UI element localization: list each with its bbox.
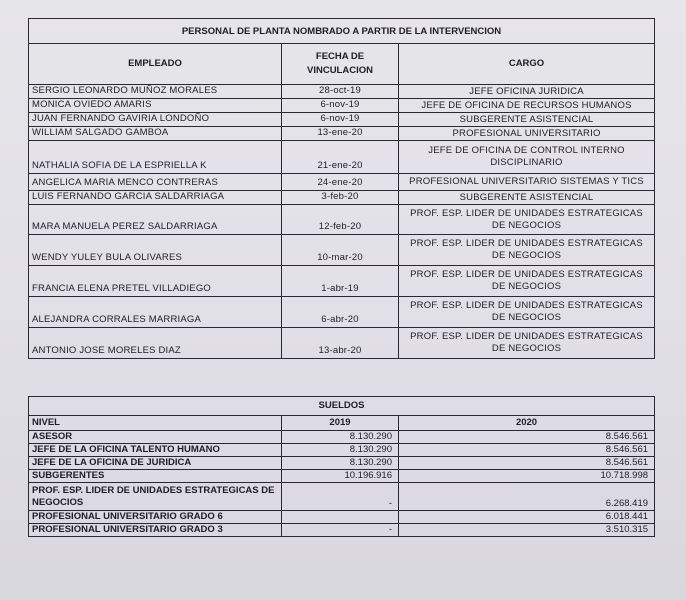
personal-table-row	[29, 113, 655, 127]
header-cargo: CARGO	[399, 44, 655, 85]
cell-nivel: PROFESIONAL UNIVERSITARIO GRADO 6	[29, 511, 282, 524]
cell-sueldo-2019: 10.196.916	[282, 470, 399, 483]
cell-fecha: 13-ene-20	[282, 127, 399, 141]
personal-table-row	[29, 127, 655, 141]
cell-cargo: PROFESIONAL UNIVERSITARIO	[399, 127, 655, 141]
cell-fecha: 24-ene-20	[282, 174, 399, 191]
cell-nivel: PROFESIONAL UNIVERSITARIO GRADO 3	[29, 524, 282, 537]
sueldos-table-row	[29, 431, 655, 444]
cell-cargo: JEFE DE OFICINA DE CONTROL INTERNO DISCIPLINARIO	[399, 141, 655, 174]
personal-table-title: PERSONAL DE PLANTA NOMBRADO A PARTIR DE LA INTERVENCION	[29, 19, 655, 44]
cell-sueldo-2020: 3.510.315	[399, 524, 655, 537]
cell-fecha: 3-feb-20	[282, 191, 399, 205]
cell-sueldo-2020: 8.546.561	[399, 431, 655, 444]
cell-nivel: SUBGERENTES	[29, 470, 282, 483]
cell-nivel: JEFE DE LA OFICINA TALENTO HUMANO	[29, 444, 282, 457]
cell-nivel: ASESOR	[29, 431, 282, 444]
cell-cargo: PROF. ESP. LIDER DE UNIDADES ESTRATEGICAS DE NEGOCIOS	[399, 266, 655, 297]
header-empleado: EMPLEADO	[29, 44, 282, 85]
sueldos-table-row	[29, 524, 655, 537]
cell-cargo: PROF. ESP. LIDER DE UNIDADES ESTRATEGICAS DE NEGOCIOS	[399, 328, 655, 359]
personal-table-row	[29, 328, 655, 359]
cell-sueldo-2019: 8.130.290	[282, 431, 399, 444]
cell-fecha: 6-nov-19	[282, 99, 399, 113]
personal-table-row	[29, 85, 655, 99]
cell-cargo: PROFESIONAL UNIVERSITARIO SISTEMAS Y TICS	[399, 174, 655, 191]
personal-table-row	[29, 141, 655, 174]
personal-table-row	[29, 191, 655, 205]
cell-sueldo-2019: -	[282, 524, 399, 537]
cell-cargo: JEFE DE OFICINA DE RECURSOS HUMANOS	[399, 99, 655, 113]
header-2019: 2019	[282, 416, 399, 431]
sueldos-table-row	[29, 457, 655, 470]
sueldos-table-row	[29, 483, 655, 511]
cell-fecha: 13-abr-20	[282, 328, 399, 359]
cell-cargo: JEFE OFICINA JURIDICA	[399, 85, 655, 99]
cell-sueldo-2019	[282, 511, 399, 524]
cell-empleado: ANTONIO JOSE MORELES DIAZ	[29, 328, 282, 359]
cell-sueldo-2020: 8.546.561	[399, 457, 655, 470]
cell-fecha: 21-ene-20	[282, 141, 399, 174]
cell-empleado: MONICA OVIEDO AMARIS	[29, 99, 282, 113]
cell-sueldo-2020: 10.718.998	[399, 470, 655, 483]
header-fecha-vinculacion: FECHA DE VINCULACION	[282, 44, 399, 85]
personal-table-row	[29, 99, 655, 113]
cell-empleado: MARA MANUELA PEREZ SALDARRIAGA	[29, 205, 282, 235]
cell-sueldo-2020: 6.018.441	[399, 511, 655, 524]
sueldos-table	[28, 396, 655, 537]
sueldos-table-row	[29, 470, 655, 483]
cell-fecha: 12-feb-20	[282, 205, 399, 235]
personal-table-row	[29, 297, 655, 328]
cell-empleado: JUAN FERNANDO GAVIRIA LONDOÑO	[29, 113, 282, 127]
cell-fecha: 6-nov-19	[282, 113, 399, 127]
personal-table-row	[29, 174, 655, 191]
sueldos-table-row	[29, 511, 655, 524]
cell-fecha: 1-abr-19	[282, 266, 399, 297]
cell-empleado: NATHALIA SOFIA DE LA ESPRIELLA K	[29, 141, 282, 174]
cell-cargo: SUBGERENTE ASISTENCIAL	[399, 191, 655, 205]
cell-fecha: 28-oct-19	[282, 85, 399, 99]
header-nivel: NIVEL	[29, 416, 282, 431]
cell-sueldo-2019: 8.130.290	[282, 457, 399, 470]
cell-cargo: SUBGERENTE ASISTENCIAL	[399, 113, 655, 127]
personal-table-row	[29, 266, 655, 297]
cell-fecha: 10-mar-20	[282, 235, 399, 266]
personal-table-row	[29, 205, 655, 235]
cell-cargo: PROF. ESP. LIDER DE UNIDADES ESTRATEGICAS DE NEGOCIOS	[399, 297, 655, 328]
header-2020: 2020	[399, 416, 655, 431]
sueldos-table-title: SUELDOS	[29, 397, 655, 416]
cell-sueldo-2020: 6.268.419	[399, 483, 655, 511]
cell-empleado: SERGIO LEONARDO MUÑOZ MORALES	[29, 85, 282, 99]
cell-empleado: FRANCIA ELENA PRETEL VILLADIEGO	[29, 266, 282, 297]
cell-cargo: PROF. ESP. LIDER DE UNIDADES ESTRATEGICAS DE NEGOCIOS	[399, 205, 655, 235]
cell-empleado: ALEJANDRA CORRALES MARRIAGA	[29, 297, 282, 328]
cell-sueldo-2019: -	[282, 483, 399, 511]
cell-nivel: JEFE DE LA OFICINA DE JURIDICA	[29, 457, 282, 470]
cell-sueldo-2020: 8.546.561	[399, 444, 655, 457]
personal-table-row	[29, 235, 655, 266]
cell-fecha: 6-abr-20	[282, 297, 399, 328]
cell-cargo: PROF. ESP. LIDER DE UNIDADES ESTRATEGICAS DE NEGOCIOS	[399, 235, 655, 266]
cell-empleado: LUIS FERNANDO GARCIA SALDARRIAGA	[29, 191, 282, 205]
cell-empleado: WILLIAM SALGADO GAMBOA	[29, 127, 282, 141]
sueldos-table-row	[29, 444, 655, 457]
cell-sueldo-2019: 8.130.290	[282, 444, 399, 457]
cell-empleado: ANGELICA MARIA MENCO CONTRERAS	[29, 174, 282, 191]
cell-empleado: WENDY YULEY BULA OLIVARES	[29, 235, 282, 266]
cell-nivel: PROF. ESP. LIDER DE UNIDADES ESTRATEGICAS DE NEGOCIOS	[29, 483, 282, 511]
personal-table	[28, 18, 655, 359]
